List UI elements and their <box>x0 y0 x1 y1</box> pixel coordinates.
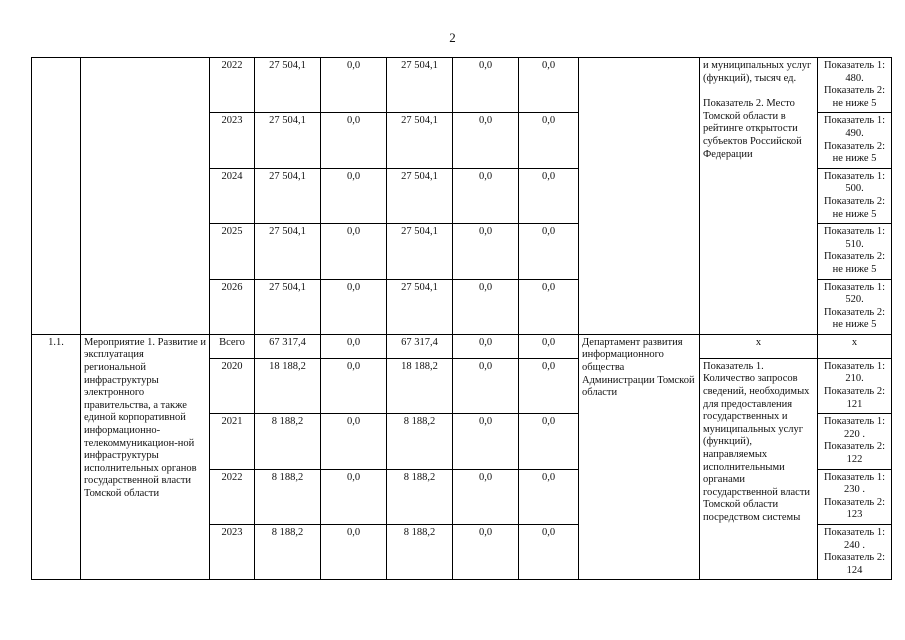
indicator-text: Показатель 2. Место Томской области в рейтинге открытости субъектов Российской Федерации <box>703 98 802 160</box>
funding-cell: 27 504,1 <box>387 279 453 334</box>
funding-cell: 0,0 <box>321 334 387 358</box>
funding-cell: 0,0 <box>321 279 387 334</box>
funding-cell: 0,0 <box>519 113 579 168</box>
total-cell: 27 504,1 <box>255 113 321 168</box>
total-cell: 67 317,4 <box>255 334 321 358</box>
funding-cell: 27 504,1 <box>387 113 453 168</box>
funding-cell: 0,0 <box>519 469 579 524</box>
funding-cell: 8 188,2 <box>387 469 453 524</box>
funding-cell: 0,0 <box>321 168 387 223</box>
executor-cell: Департамент развития информационного общества Администрации Томской области <box>579 334 700 580</box>
funding-cell: 8 188,2 <box>387 525 453 580</box>
funding-cell: 0,0 <box>519 58 579 113</box>
funding-cell: 0,0 <box>321 414 387 469</box>
year-cell: 2025 <box>210 224 255 279</box>
funding-cell: 0,0 <box>453 525 519 580</box>
funding-cell: 0,0 <box>453 113 519 168</box>
target-cell: Показатель 1: 490. Показатель 2: не ниже 5 <box>818 113 892 168</box>
funding-cell: 0,0 <box>519 358 579 413</box>
funding-cell: 0,0 <box>321 469 387 524</box>
indicator-cell <box>700 58 818 335</box>
total-cell: 27 504,1 <box>255 58 321 113</box>
year-cell: 2023 <box>210 525 255 580</box>
target-cell: Показатель 1: 220 . Показатель 2: 122 <box>818 414 892 469</box>
indicator-x-cell: x <box>700 334 818 358</box>
total-cell: 27 504,1 <box>255 168 321 223</box>
funding-cell: 0,0 <box>519 334 579 358</box>
funding-cell: 27 504,1 <box>387 224 453 279</box>
number-cell-empty <box>32 58 81 335</box>
name-cell-empty <box>81 58 210 335</box>
year-cell: 2023 <box>210 113 255 168</box>
funding-cell: 67 317,4 <box>387 334 453 358</box>
funding-cell: 0,0 <box>519 168 579 223</box>
total-cell: 8 188,2 <box>255 414 321 469</box>
total-cell: 8 188,2 <box>255 525 321 580</box>
target-cell: Показатель 1: 510. Показатель 2: не ниже 5 <box>818 224 892 279</box>
funding-cell: 0,0 <box>519 279 579 334</box>
funding-cell: 8 188,2 <box>387 414 453 469</box>
funding-cell: 0,0 <box>321 525 387 580</box>
funding-cell: 0,0 <box>453 58 519 113</box>
target-cell: Показатель 1: 230 . Показатель 2: 123 <box>818 469 892 524</box>
table-row <box>32 334 892 358</box>
funding-cell: 0,0 <box>519 525 579 580</box>
year-cell: 2024 <box>210 168 255 223</box>
total-cell: 8 188,2 <box>255 469 321 524</box>
target-x-cell: x <box>818 334 892 358</box>
funding-cell: 0,0 <box>453 279 519 334</box>
target-cell: Показатель 1: 500. Показатель 2: не ниже 5 <box>818 168 892 223</box>
funding-cell: 0,0 <box>453 168 519 223</box>
funding-cell: 0,0 <box>453 469 519 524</box>
funding-cell: 0,0 <box>453 224 519 279</box>
year-cell: Всего <box>210 334 255 358</box>
funding-cell: 18 188,2 <box>387 358 453 413</box>
year-cell: 2022 <box>210 58 255 113</box>
program-table <box>31 57 892 580</box>
executor-cell-empty <box>579 58 700 335</box>
target-cell: Показатель 1: 520. Показатель 2: не ниже 5 <box>818 279 892 334</box>
funding-cell: 0,0 <box>321 58 387 113</box>
year-cell: 2020 <box>210 358 255 413</box>
year-cell: 2022 <box>210 469 255 524</box>
activity-name: Мероприятие 1. Развитие и эксплуатация региональной инфраструктуры электронного правительства, а также единой корпоративной информационно-телекоммуникацион-ной инфраструктуры исполнительных органов государственной власти Томской области <box>81 334 210 580</box>
total-cell: 18 188,2 <box>255 358 321 413</box>
activity-number: 1.1. <box>32 334 81 580</box>
page-number: 2 <box>449 30 456 45</box>
funding-cell: 0,0 <box>453 414 519 469</box>
total-cell: 27 504,1 <box>255 224 321 279</box>
table-row <box>32 58 892 113</box>
target-cell: Показатель 1: 210. Показатель 2: 121 <box>818 358 892 413</box>
funding-cell: 0,0 <box>321 113 387 168</box>
year-cell: 2021 <box>210 414 255 469</box>
funding-cell: 0,0 <box>453 334 519 358</box>
target-cell: Показатель 1: 240 . Показатель 2: 124 <box>818 525 892 580</box>
funding-cell: 0,0 <box>453 358 519 413</box>
activity-indicator: Показатель 1. Количество запросов сведений, необходимых для предоставления государственных и муниципальных услуг (функций), направляемых исполнительными органами государственной власти Томской области посредством системы <box>700 358 818 580</box>
funding-cell: 27 504,1 <box>387 58 453 113</box>
funding-cell: 0,0 <box>519 224 579 279</box>
funding-cell: 0,0 <box>321 358 387 413</box>
indicator-text: и муниципальных услуг (функций), тысяч ед. <box>703 60 812 84</box>
year-cell: 2026 <box>210 279 255 334</box>
funding-cell: 0,0 <box>519 414 579 469</box>
funding-cell: 0,0 <box>321 224 387 279</box>
target-cell: Показатель 1: 480. Показатель 2: не ниже 5 <box>818 58 892 113</box>
total-cell: 27 504,1 <box>255 279 321 334</box>
funding-cell: 27 504,1 <box>387 168 453 223</box>
